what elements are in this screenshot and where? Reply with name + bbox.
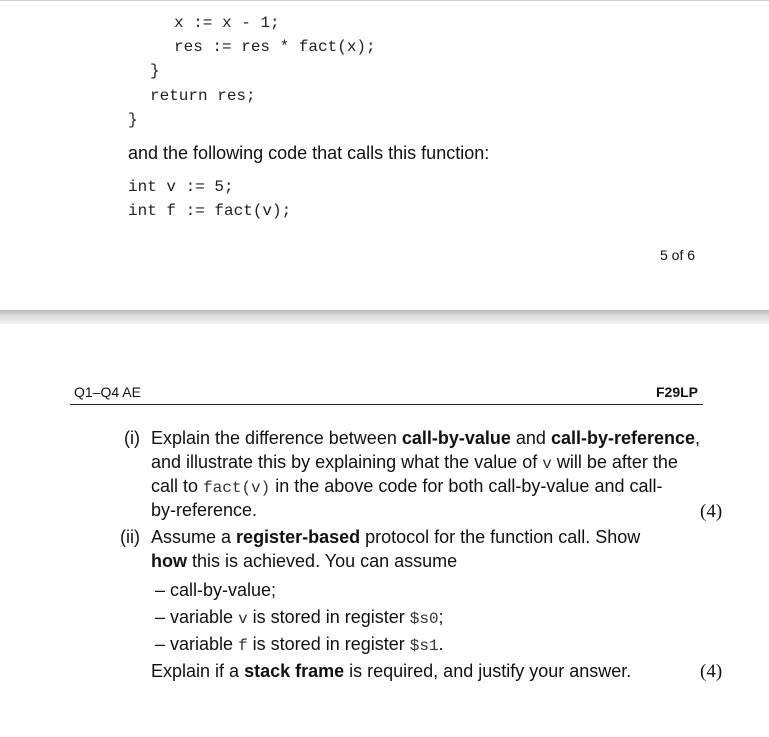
page-number: 5 of 6 xyxy=(660,247,696,263)
header-rule xyxy=(70,404,703,405)
code-line: return res; xyxy=(150,87,256,105)
question-line: call to fact(v) in the above code for both call-by-value and call- xyxy=(151,476,663,497)
code-line: x := x - 1; xyxy=(174,14,280,32)
code-line: } xyxy=(128,111,138,129)
header-left: Q1–Q4 AE xyxy=(74,384,141,400)
part-label: (ii) xyxy=(120,527,140,547)
header-right: F29LP xyxy=(656,384,699,400)
question-line: how this is achieved. You can assume xyxy=(151,551,458,571)
question-line: by-reference. xyxy=(151,500,258,520)
question-line: Explain if a stack frame is required, and justify your answer. xyxy=(151,661,632,681)
part-label: (i) xyxy=(124,428,140,448)
code-line: int v := 5; xyxy=(128,178,234,196)
marks: (4) xyxy=(700,661,723,682)
bullet-item: – variable v is stored in register $s0; xyxy=(155,607,444,628)
question-line: Assume a register-based protocol for the function call. Show xyxy=(151,527,641,547)
code-line: res := res * fact(x); xyxy=(174,38,376,56)
marks: (4) xyxy=(700,501,723,522)
question-line: and illustrate this by explaining what the value of v will be after the xyxy=(151,452,678,473)
question-line: Explain the difference between call-by-value and call-by-reference, xyxy=(151,428,701,448)
intro-text: and the following code that calls this function: xyxy=(128,143,490,163)
code-line: int f := fact(v); xyxy=(128,202,292,220)
bullet-item: – call-by-value; xyxy=(155,580,277,600)
page-separator xyxy=(0,310,769,324)
code-line: } xyxy=(150,62,160,80)
bullet-item: – variable f is stored in register $s1. xyxy=(155,634,444,655)
